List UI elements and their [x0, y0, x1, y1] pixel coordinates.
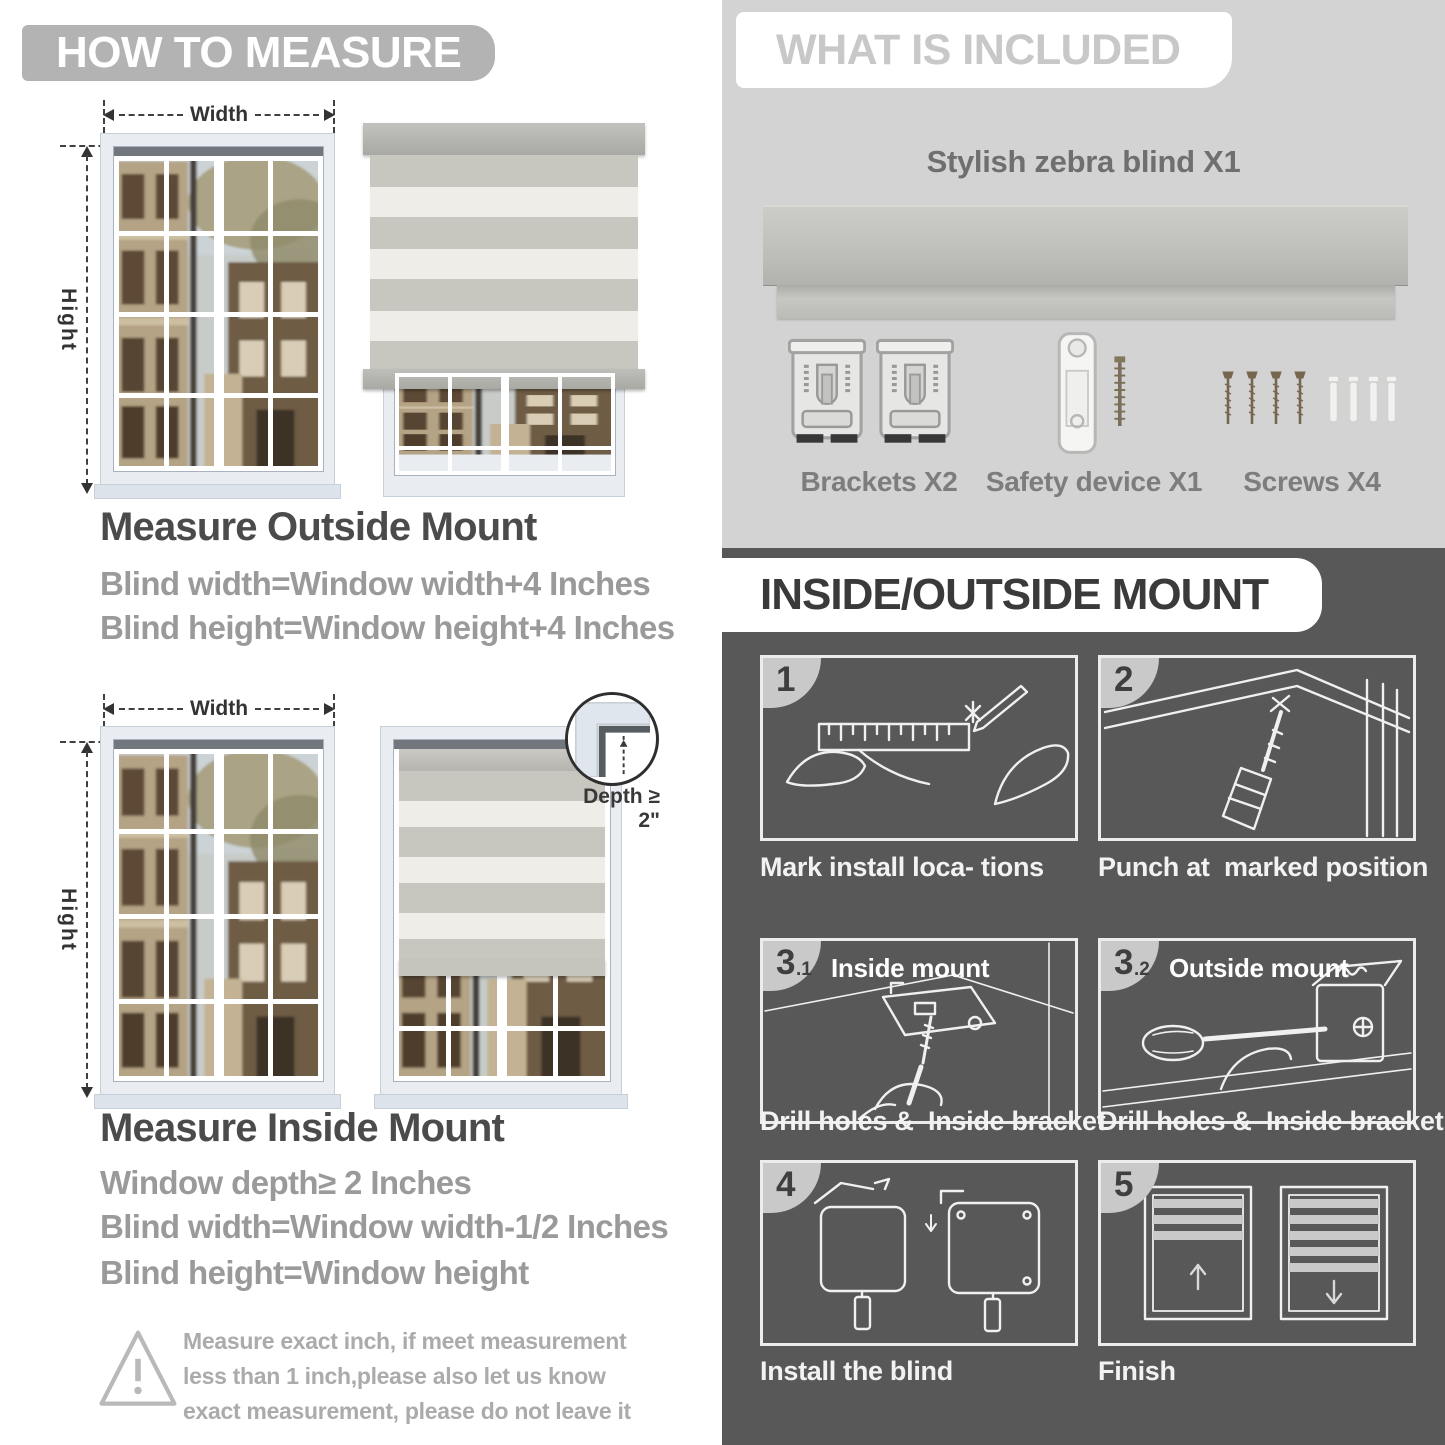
blind-headrail-lip: [777, 285, 1395, 319]
inside-mount-title: Measure Inside Mount: [100, 1106, 505, 1150]
what-is-included-header: [736, 12, 1232, 88]
mounting-bracket-icon: [876, 338, 954, 450]
step-3-1-panel: [760, 938, 1078, 1124]
mount-section-header-label: INSIDE/OUTSIDE MOUNT: [760, 570, 1269, 619]
step-4-panel: [760, 1160, 1078, 1346]
step-3-2-caption: Drill holes & Inside bracket: [1098, 1106, 1444, 1136]
inside-mount-line-1: Window depth≥ 2 Inches: [100, 1164, 472, 1201]
arrow-down-icon: [81, 1087, 93, 1098]
blind-bottom-rail: [399, 959, 605, 976]
window-top-jamb: [114, 740, 323, 749]
right-column: [722, 0, 1445, 1445]
outside-mount-line-1: Blind width=Window width+4 Inches: [100, 565, 651, 602]
safety-device-icon: [1052, 330, 1136, 456]
window-sash-frame: [395, 373, 615, 475]
dashed-line: [255, 114, 319, 116]
mounting-bracket-icon: [788, 338, 866, 450]
arrow-down-icon: [81, 483, 93, 494]
frame-corner-detail: [568, 695, 650, 777]
step-number: 3: [1114, 943, 1134, 982]
how-to-measure-header: [22, 25, 495, 81]
width-measurement-outside: [103, 104, 335, 128]
step-number-sub: .1: [796, 959, 812, 980]
mount-section-header: [722, 558, 1322, 632]
window-illustration-inside: [100, 726, 335, 1107]
dashed-line: [86, 751, 88, 1089]
window-sash-frame: [114, 156, 323, 471]
dashed-line: [119, 114, 183, 116]
screws-anchors-icon: [1220, 368, 1400, 430]
screws-label: Screws X4: [1243, 466, 1381, 497]
window-top-jamb: [114, 147, 323, 156]
blind-headrail: [363, 123, 645, 155]
inside-mount-line-3: Blind height=Window height: [100, 1254, 529, 1291]
blind-headrail-product: [763, 205, 1408, 285]
step-4-caption: Install the blind: [760, 1356, 953, 1386]
window-under-blind: [383, 361, 625, 497]
step-2-caption: Punch at marked position: [1098, 852, 1429, 882]
step-3-1-caption: Drill holes & Inside bracket: [760, 1106, 1106, 1136]
width-label: Width: [189, 103, 249, 126]
outside-mount-line-2: Blind height=Window height+4 Inches: [100, 609, 675, 646]
what-is-included-header-label: WHAT IS INCLUDED: [776, 25, 1181, 74]
step-3-2-inner-label: Outside mount: [1169, 953, 1349, 983]
step-number-sub: .2: [1134, 959, 1150, 980]
blind-illustration-inside: [380, 726, 622, 1107]
step-number: 4: [776, 1165, 796, 1204]
dashed-line: [255, 708, 319, 710]
window-sash-frame: [114, 749, 323, 1081]
width-label: Width: [189, 697, 249, 720]
step-number: 1: [776, 660, 796, 699]
depth-magnifier-callout: [565, 692, 659, 786]
step-5-caption: Finish: [1098, 1356, 1176, 1386]
brackets-label: Brackets X2: [800, 466, 958, 497]
safety-device-label: Safety device X1: [985, 466, 1203, 497]
exclamation-triangle-icon: [96, 1322, 180, 1418]
width-measurement-inside: [103, 698, 335, 722]
window-sill: [94, 484, 341, 499]
depth-label: Depth ≥ 2": [583, 785, 660, 832]
measurement-warning-text: Measure exact inch, if meet measurement less than 1 inch,please also let us know exact measurement, please do not leave it: [183, 1328, 631, 1424]
step-2-panel: [1098, 655, 1416, 841]
inside-outside-mount-section: [722, 548, 1445, 1445]
inside-mount-line-2: Blind width=Window width-1/2 Inches: [100, 1208, 669, 1245]
what-is-included-section: [722, 0, 1445, 548]
step-3-2-panel: [1098, 938, 1416, 1124]
step-1-panel: [760, 655, 1078, 841]
height-label: Hight: [57, 288, 80, 352]
step-number: 3: [776, 943, 796, 982]
inside-mounted-blind: [399, 749, 605, 976]
step-number: 2: [1114, 660, 1134, 699]
height-label: Hight: [57, 888, 80, 952]
step-5-panel: [1098, 1160, 1416, 1346]
blind-zebra-fabric: [370, 155, 638, 369]
step-number: 5: [1114, 1165, 1134, 1204]
outside-mount-title: Measure Outside Mount: [100, 505, 537, 549]
dashed-line: [119, 708, 183, 710]
how-to-measure-header-label: HOW TO MEASURE: [56, 28, 462, 77]
product-title: Stylish zebra blind X1: [926, 144, 1241, 179]
dashed-line: [86, 155, 88, 485]
step-1-caption: Mark install loca- tions: [760, 852, 1044, 882]
step-3-1-inner-label: Inside mount: [831, 953, 990, 983]
blind-illustration-outside: [363, 123, 645, 497]
window-illustration-outside: [100, 133, 335, 497]
how-to-measure-section: [0, 0, 722, 1445]
